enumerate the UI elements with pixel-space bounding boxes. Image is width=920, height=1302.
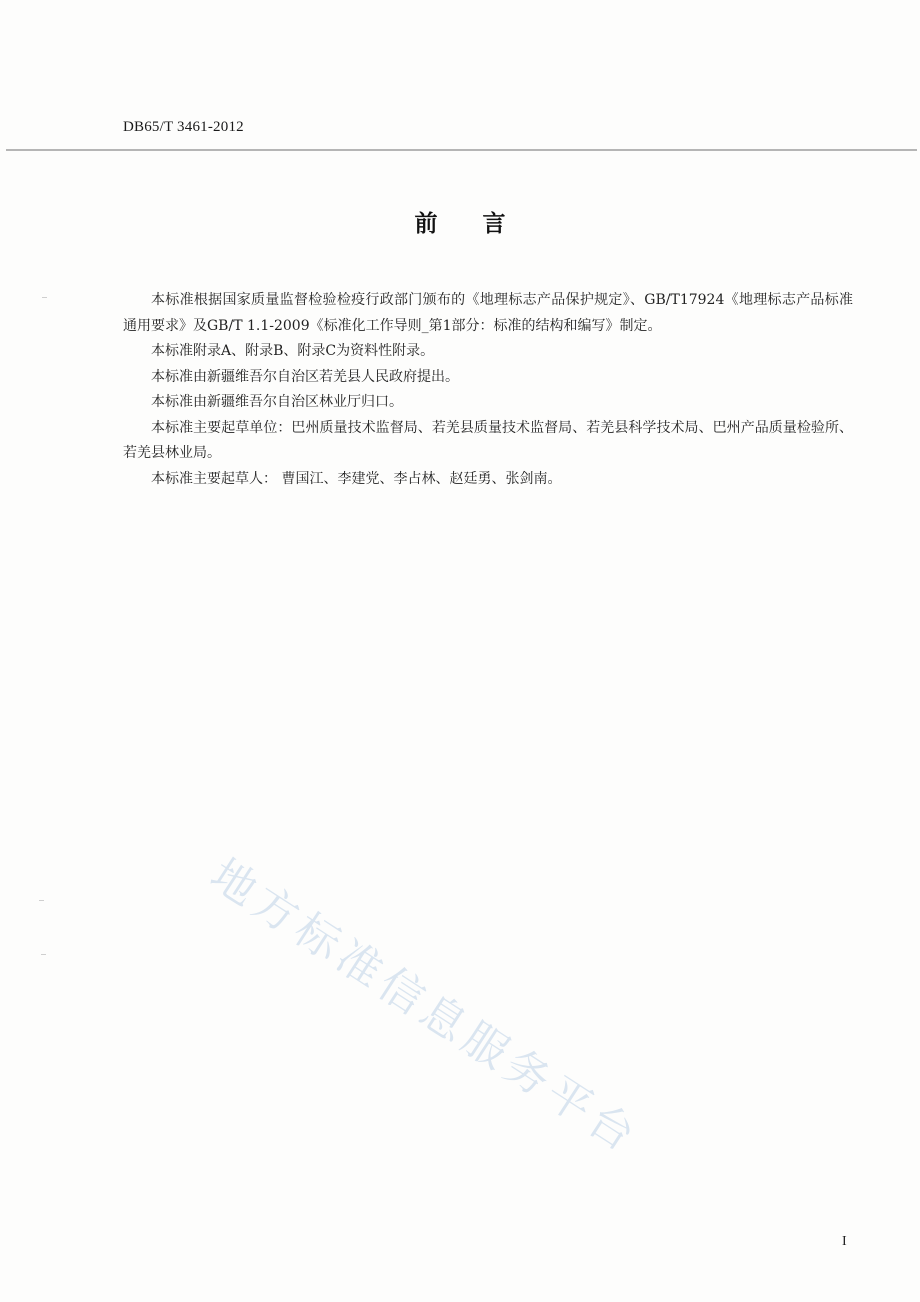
scan-speck — [39, 900, 44, 901]
document-code: DB65/T 3461-2012 — [123, 119, 244, 135]
paragraph-drafters: 本标准主要起草人： 曹国江、李建党、李占林、赵廷勇、张剑南。 — [151, 470, 562, 487]
page-number: I — [842, 1234, 847, 1249]
scan-speck — [41, 954, 46, 955]
watermark-text: 地方标准信息服务平台 — [201, 849, 649, 1165]
paragraph-appendix: 本标准附录A、附录B、附录C为资料性附录。 — [151, 343, 435, 359]
section-title: 前言 — [414, 211, 551, 237]
scan-speck — [42, 297, 47, 298]
paragraph-drafting-units: 本标准主要起草单位：巴州质量技术监督局、若羌县质量技术监督局、若羌县科学技术局、巴州产品质量检验所、若羌县林业局。 — [123, 419, 853, 461]
header-divider — [6, 149, 917, 151]
foreword-body — [123, 288, 853, 492]
paragraph-proposer: 本标准由新疆维吾尔自治区若羌县人民政府提出。 — [151, 368, 459, 385]
paragraph-administrator: 本标准由新疆维吾尔自治区林业厅归口。 — [151, 394, 403, 410]
paragraph-basis: 本标准根据国家质量监督检验检疫行政部门颁布的《地理标志产品保护规定》、GB/T17924《地理标志产品标准通用要求》及GB/T 1.1-2009《标准化工作导则_第1部分：标准的结构和编写》制定。 — [123, 292, 853, 334]
